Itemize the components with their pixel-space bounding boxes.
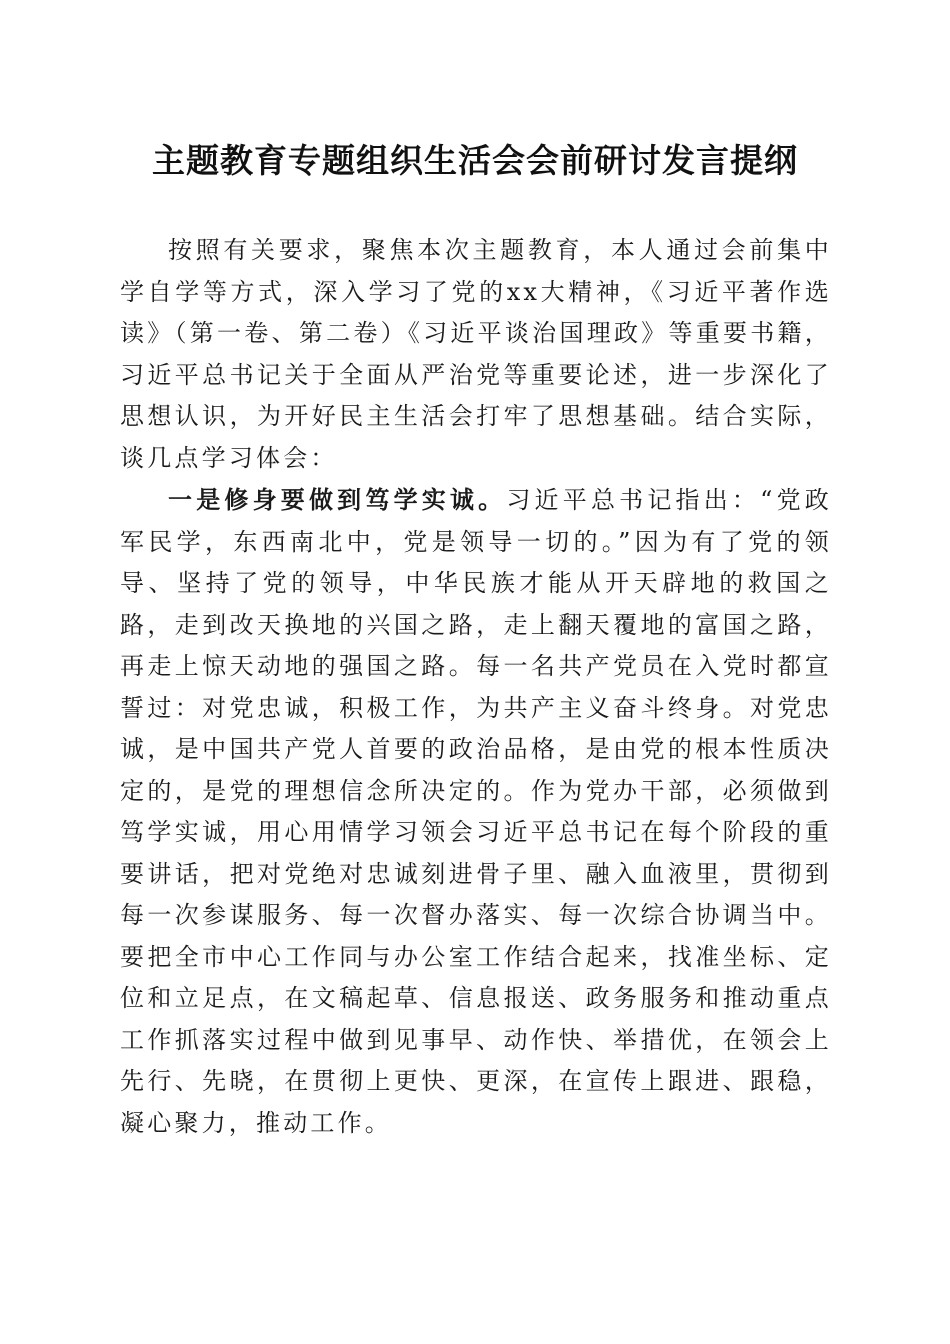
point-one-paragraph — [120, 479, 832, 1144]
point-one-heading: 一是修身要做到笃学实诚。 — [168, 485, 507, 514]
document-title: 主题教育专题组织生活会会前研讨发言提纲 — [152, 141, 798, 180]
intro-paragraph-text: 按照有关要求，聚焦本次主题教育，本人通过会前集中学自学等方式，深入学习了党的xx大精神，《习近平著作选读》（第一卷、第二卷）《习近平谈治国理政》等重要书籍，习近平总书记关于全面从严治党等重要论述，进一步深化了思想认识，为开好民主生活会打牢了思想基础。结合实际，谈几点学习体会： — [120, 236, 832, 472]
point-one-text: 习近平总书记指出：“党政军民学，东西南北中，党是领导一切的。”因为有了党的领导、坚持了党的领导，中华民族才能从开天辟地的救国之路，走到改天换地的兴国之路，走上翻天覆地的富国之路，再走上惊天动地的强国之路。每一名共产党员在入党时都宣誓过：对党忠诚，积极工作，为共产主义奋斗终身。对党忠诚，是中国共产党人首要的政治品格，是由党的根本性质决定的，是党的理想信念所决定的。作为党办干部，必须做到笃学实诚，用心用情学习领会习近平总书记在每个阶段的重要讲话，把对党绝对忠诚刻进骨子里、融入血液里，贯彻到每一次参谋服务、每一次督办落实、每一次综合协调当中。要把全市中心工作同与办公室工作结合起来，找准坐标、定位和立足点，在文稿起草、信息报送、政务服务和推动重点工作抓落实过程中做到见事早、动作快、举措优，在领会上先行、先晓，在贯彻上更快、更深，在宣传上跟进、跟稳，凝心聚力，推动工作。 — [120, 486, 832, 1137]
intro-paragraph — [120, 230, 832, 479]
document-body — [120, 230, 832, 1144]
